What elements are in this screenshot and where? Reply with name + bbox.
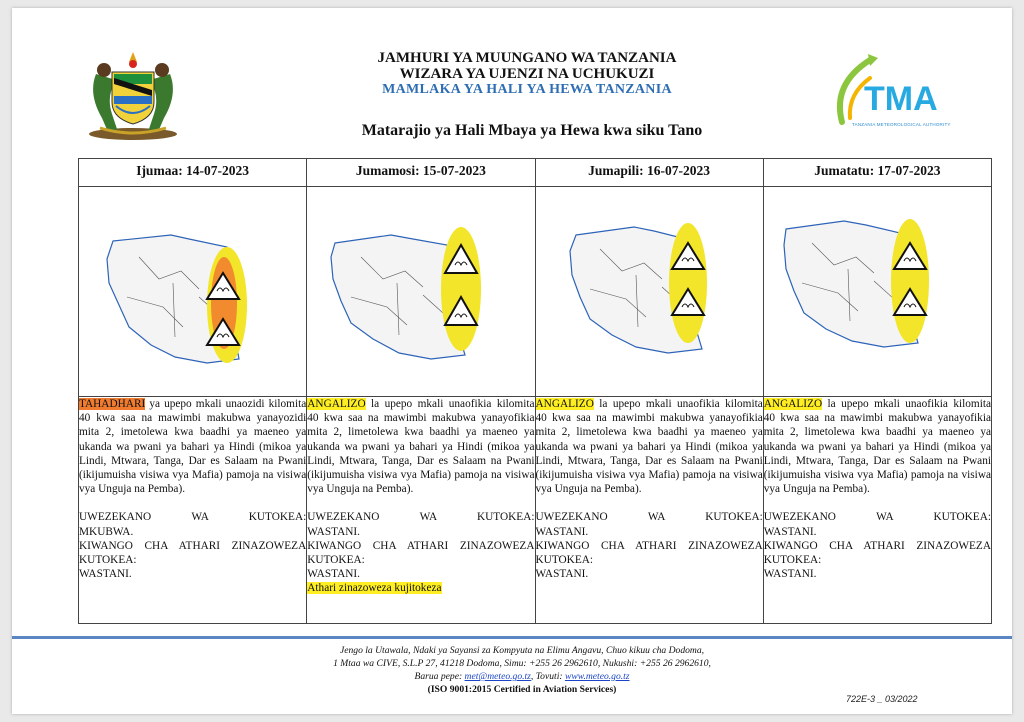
- page-title: Matarajio ya Hali Mbaya ya Hewa kwa siku Tano: [361, 122, 703, 139]
- forecast-table: [78, 158, 992, 624]
- forecast-map-day-4: [763, 187, 991, 397]
- forecast-text-day-4: [763, 397, 991, 624]
- tma-logo-subtext: TANZANIA METEOROLOGICAL AUTHORITY: [852, 122, 951, 127]
- footer-contacts: Barua pepe: met@meteo.go.tz, Tovuti: www.meteo.go.tz: [414, 671, 630, 682]
- likelihood-value: WASTANI.: [307, 525, 360, 538]
- warning-level-badge: ANGALIZO: [763, 398, 823, 410]
- header-line-authority: MAMLAKA YA HALI YA HEWA TANZANIA: [382, 82, 672, 97]
- bulletin-page: [12, 8, 1012, 714]
- footer-divider: [12, 636, 1012, 639]
- forecast-text-day-2: [307, 397, 535, 624]
- forecast-text-day-1: [79, 397, 307, 624]
- day-header-1: Ijumaa: 14-07-2023: [79, 159, 307, 187]
- impact-label: KIWANGO CHA ATHARI ZINAZOWEZA KUTOKEA:: [79, 539, 307, 567]
- impact-label: KIWANGO CHA ATHARI ZINAZOWEZA KUTOKEA:: [763, 539, 991, 567]
- impact-value: WASTANI.: [535, 568, 589, 581]
- likelihood-value: WASTANI.: [763, 525, 817, 538]
- likelihood-label: UWEZEKANO WA KUTOKEA:: [307, 511, 535, 524]
- forecast-map-day-2: [307, 187, 535, 397]
- warning-description: la upepo mkali unaofikia kilomita 40 kwa saa na mawimbi makubwa yanayofikia mita 2, limetolewa kwa baadhi ya maeneo ya ukanda wa pwani ya bahari ya Hindi (mikoa ya Lindi, Mtwara, Tanga, Dar es Salaam na Pwani (ikijumuisha visiwa vya Mafia) pamoja na visiwa vya Unguja na Pemba).: [763, 398, 991, 496]
- impact-label: KIWANGO CHA ATHARI ZINAZOWEZA KUTOKEA:: [535, 539, 763, 567]
- warning-level-badge: ANGALIZO: [307, 398, 366, 410]
- iso-certification: (ISO 9001:2015 Certified in Aviation Services): [427, 684, 617, 695]
- day-header-4: Jumatatu: 17-07-2023: [763, 159, 991, 187]
- likelihood-label: UWEZEKANO WA KUTOKEA:: [79, 511, 307, 524]
- email-link[interactable]: met@meteo.go.tz: [464, 671, 531, 682]
- impact-note: Athari zinazoweza kujitokeza: [307, 582, 442, 595]
- day-header-2: Jumamosi: 15-07-2023: [307, 159, 535, 187]
- likelihood-label: UWEZEKANO WA KUTOKEA:: [535, 511, 763, 524]
- likelihood-value: MKUBWA.: [79, 525, 134, 538]
- header-line-ministry: WIZARA YA UJENZI NA UCHUKUZI: [399, 66, 655, 82]
- tanzania-coat-of-arms-icon: [74, 44, 192, 142]
- document-code: 722E-3 _ 03/2022: [846, 694, 918, 704]
- footer-address: [162, 644, 882, 696]
- forecast-map-day-3: [535, 187, 763, 397]
- ministry-header: [312, 50, 742, 98]
- footer-line-2: 1 Mtaa wa CIVE, S.L.P 27, 41218 Dodoma, Simu: +255 26 2962610, Nukushi: +255 26 2962610,: [333, 658, 711, 669]
- likelihood-value: WASTANI.: [535, 525, 589, 538]
- header-line-country: JAMHURI YA MUUNGANO WA TANZANIA: [377, 50, 677, 66]
- warning-level-badge: ANGALIZO: [535, 398, 594, 410]
- warning-description: la upepo mkali unaofikia kilomita 40 kwa saa na mawimbi makubwa yanayofikia mita 2, limetolewa kwa baadhi ya maeneo ya ukanda wa pwani ya bahari ya Hindi (mikoa ya Lindi, Mtwara, Tanga, Dar es Salaam na Pwani (ikijumuisha visiwa vya Mafia) pamoja na visiwa vya Unguja na Pemba).: [535, 398, 763, 496]
- impact-value: WASTANI.: [79, 568, 132, 581]
- forecast-text-day-3: [535, 397, 763, 624]
- impact-label: KIWANGO CHA ATHARI ZINAZOWEZA KUTOKEA:: [307, 539, 535, 567]
- footer-line-1: Jengo la Utawala, Ndaki ya Sayansi za Kompyuta na Elimu Angavu, Chuo kikuu cha Dodoma,: [339, 645, 705, 656]
- forecast-map-day-1: [79, 187, 307, 397]
- website-link[interactable]: www.meteo.go.tz: [564, 671, 630, 682]
- likelihood-label: UWEZEKANO WA KUTOKEA:: [763, 511, 991, 524]
- svg-text:TMA: TMA: [864, 80, 938, 118]
- impact-value: WASTANI.: [763, 568, 817, 581]
- warning-description: ya upepo mkali unaozidi kilomita 40 kwa saa na mawimbi makubwa yanayozidi mita 2, imetolewa kwa baadhi ya maeneo ya ukanda wa pwani ya bahari ya Hindi (mikoa ya Lindi, Mtwara, Tanga, Dar es Salaam na Pwani (ikijumuisha visiwa vya Mafia) pamoja na visiwa vya Unguja na Pemba).: [79, 398, 307, 496]
- warning-description: la upepo mkali unaofikia kilomita 40 kwa saa na mawimbi makubwa yanayofikia mita 2, limetolewa kwa baadhi ya maeneo ya ukanda wa pwani ya bahari ya Hindi (mikoa ya Lindi, Mtwara, Tanga, Dar es Salaam na Pwani (ikijumuisha visiwa vya Mafia) pamoja na visiwa vya Unguja na Pemba).: [307, 398, 535, 496]
- impact-value: WASTANI.: [307, 568, 360, 581]
- warning-level-badge: TAHADHARI: [79, 398, 146, 410]
- day-header-3: Jumapili: 16-07-2023: [535, 159, 763, 187]
